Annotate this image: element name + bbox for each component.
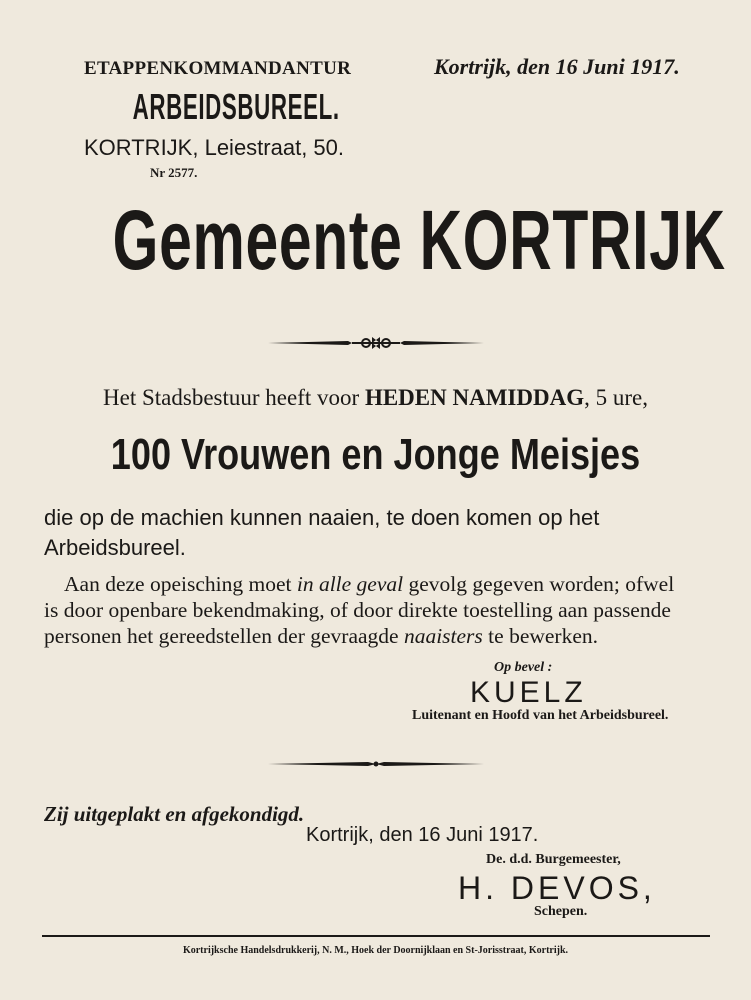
order-label: Op bevel : [494,660,553,675]
p2-l3-end: te bewerken. [482,624,599,648]
announcement-end: , 5 ure, [584,385,648,410]
p2-l3-start: personen het gereedstellen der gevraagde [44,624,404,648]
signatory-rank: Luitenant en Hoofd van het Arbeidsbureel. [412,708,669,723]
notice-number: Nr 2577. [150,165,198,180]
proclamation-text: Zij uitgeplakt en afgekondigd. [44,802,305,826]
paragraph-2-line-3 [44,624,724,649]
paragraph-2-line-2: is door openbare bekendmaking, of door direkte toestelling aan passende [44,598,671,622]
mayor-role: Schepen. [534,904,588,919]
page-title: Gemeente KORTRIJK [112,193,726,287]
p2-l3-italic: naaisters [403,624,483,648]
organisation-heading: ETAPPENKOMMANDANTUR [84,58,352,79]
announcement-bold: HEDEN NAMIDDAG [364,385,585,410]
p2-l1-end: gevolg gegeven worden; ofwel [403,572,675,596]
thin-divider-icon [268,758,484,770]
bureau-address: KORTRIJK, Leiestraat, 50. [83,135,345,160]
p2-l1-italic: in alle geval [296,572,404,596]
paragraph-1-line-1: die op de machien kunnen naaien, te doen komen op het [44,505,600,530]
p2-l1-start: Aan deze opeisching moet [64,572,297,596]
paragraph-1-line-2: Arbeidsbureel. [44,535,186,560]
footer-date: Kortrijk, den 16 Juni 1917. [306,824,539,846]
printer-credit: Kortrijksche Handelsdrukkerij, N. M., Hoek der Doornijklaan en St-Jorisstraat, Kortrijk. [182,945,569,956]
mayor-title: De. d.d. Burgemeester, [486,852,621,867]
mayor-name: H. DEVOS, [458,870,656,906]
headline: 100 Vrouwen en Jonge Meisjes [110,430,641,479]
header-date: Kortrijk, den 16 Juni 1917. [434,54,680,79]
paragraph-2-line-1 [64,572,744,597]
signatory-name: KUELZ [470,676,587,709]
announcement-line [0,385,751,411]
footer-rule [42,935,710,937]
ornament-divider-icon [268,333,484,353]
announcement-start: Het Stadsbestuur heeft voor [103,385,365,410]
bureau-heading: ARBEIDSBUREEL. [132,86,340,127]
